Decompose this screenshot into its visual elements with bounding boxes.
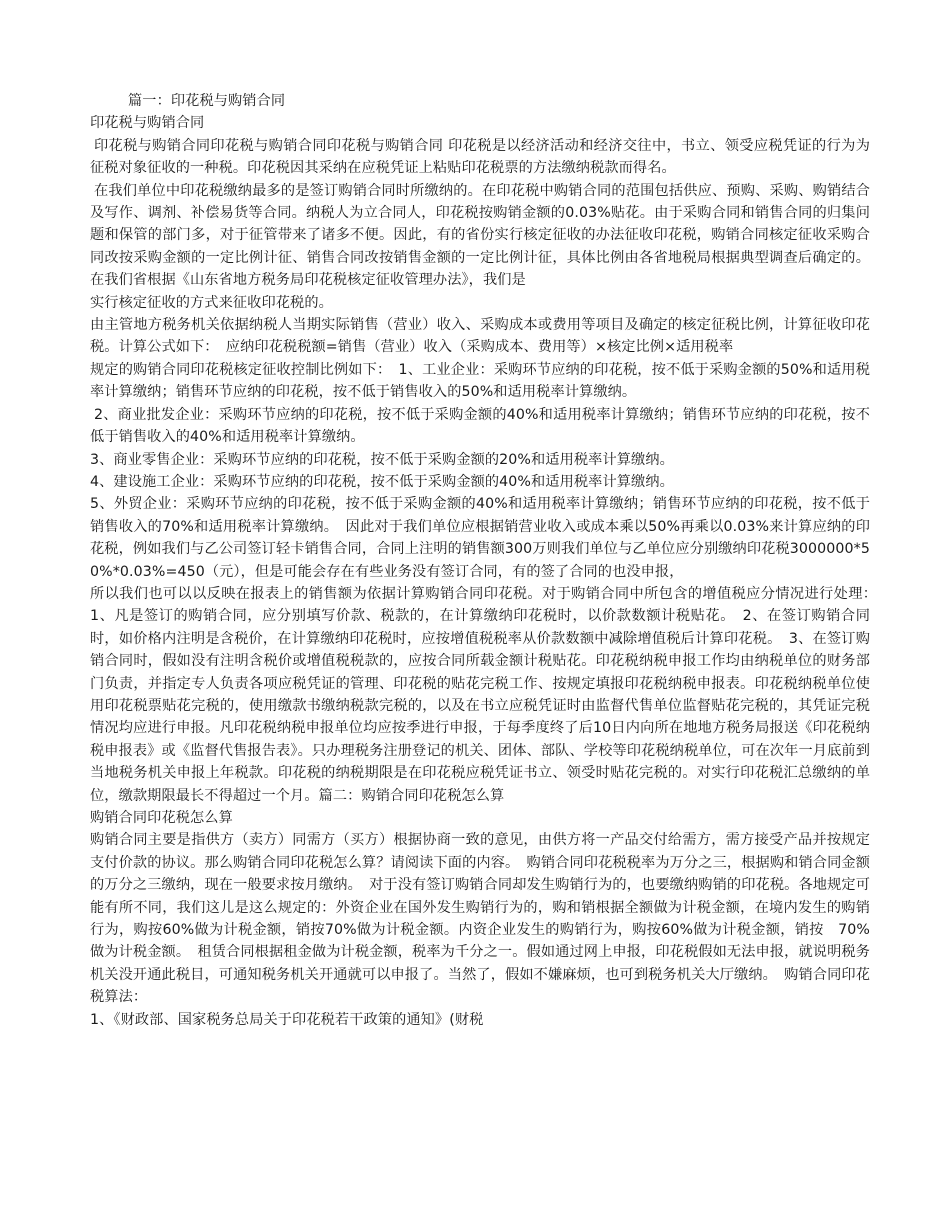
paragraph-rule-5: 5、外贸企业：采购环节应纳的印花税，按不低于采购金额的40%和适用税率计算缴纳；销售环节应纳的印花税，按不低于销售收入的70%和适用税率计算缴纳。 因此对于我们单位应根据销营业收入或成本乘以50%再乘以0.03%来计算应纳的印花税，例如我们与乙公司签订轻卡销售合同，合同上注明的销售额300万则我们单位与乙单位应分别缴纳印花税3000000*50%*0.03%=450（元），但是可能会存在有些业务没有签订合同，有的签了合同的也没申报， <box>90 496 870 580</box>
paragraph-vat-handling: 所以我们也可以以反映在报表上的销售额为依据计算购销合同印花税。对于购销合同中所包含的增值税应分情况进行处理： 1、凡是签订的购销合同，应分别填写价款、税款的，在计算缴纳印花税时，以价款数额计税贴花。 2、在签订购销合同时，如价格内注明是含税价，在计算缴纳印花税时，应按增值税税率从价款数额中减除增值税后计算印花税。 3、在签订购销合同时，假如没有注明含税价或增值税税款的，应按合同所载金额计税贴花。印花税纳税申报工作均由纳税单位的财务部门负责，并指定专人负责各项应税凭证的管理、印花税的贴花完税工作、按规定填报印花税纳税申报表。印花税纳税单位使用印花税票贴花完税的，使用缴款书缴纳税款完税的，以及在书立应税凭证时由监督代售单位监督贴花完税的，其凭证完税情况均应进行申报。凡印花税纳税申报单位均应按季进行申报，于每季度终了后10日内向所在地地方税务局报送《印花税纳税申报表》或《监督代售报告表》。只办理税务注册登记的机关、团体、部队、学校等印花税纳税单位，可在次年一月底前到当地税务机关申报上年税款。印花税的纳税期限是在印花税应税凭证书立、领受时贴花完税的。对实行印花税汇总缴纳的单位，缴款期限最长不得超过一个月。篇二：购销合同印花税怎么算 <box>90 585 885 804</box>
paragraph-rule-2: 2、商业批发企业：采购环节应纳的印花税，按不低于采购金额的40%和适用税率计算缴纳；销售环节应纳的印花税，按不低于销售收入的40%和适用税率计算缴纳。 <box>90 406 870 446</box>
document-page <box>90 90 885 1031</box>
title-1: 印花税与购销合同 <box>90 115 205 132</box>
paragraph-ratio-rules: 规定的购销合同印花税核定征收控制比例如下： 1、工业企业：采购环节应纳的印花税，按不低于采购金额的50%和适用税率计算缴纳；销售环节应纳的印花税，按不低于销售收入的50%和适用税率计算缴纳。 <box>90 361 870 401</box>
paragraph-contract-definition: 购销合同主要是指供方（卖方）同需方（买方）根据协商一致的意见，由供方将一产品交付给需方，需方接受产品并按规定支付价款的协议。那么购销合同印花税怎么算？请阅读下面的内容。 购销合同印花税税率为万分之三，根据购和销合同金额的万分之三缴纳，现在一般要求按月缴纳。 对于没有签订购销合同却发生购销行为的，也要缴纳购销的印花税。各地规定可能有所不同，我们这儿是这么规定的：外资企业在国外发生购销行为的，购和销根据全额做为计税金额，在境内发生的购销行为，购按60%做为计税金额，销按70%做为计税金额。内资企业发生的购销行为，购按60%做为计税金额，销按 70%做为计税金额。 租赁合同根据租金做为计税金额，税率为千分之一。假如通过网上申报，印花税假如无法申报，就说明税务机关没开通此税目，可通知税务机关开通就可以申报了。当然了，假如不嫌麻烦，也可到税务机关大厅缴纳。 购销合同印花税算法： <box>90 832 870 1006</box>
paragraph-method: 实行核定征收的方式来征收印花税的。 <box>90 294 333 311</box>
paragraph-rule-4: 4、建设施工企业：采购环节应纳的印花税，按不低于采购金额的40%和适用税率计算缴纳。 <box>90 473 674 490</box>
paragraph-intro: 印花税与购销合同印花税与购销合同印花税与购销合同 印花税是以经济活动和经济交往中，书立、领受应税凭证的行为为征税对象征收的一种税。印花税因其采纳在应税凭证上粘贴印花税票的方法缴纳税款而得名。 <box>90 137 870 177</box>
title-2: 购销合同印花税怎么算 <box>90 810 233 826</box>
paragraph-calculation-start: 1、《财政部、国家税务总局关于印花税若干政策的通知》(财税 <box>90 1011 484 1028</box>
paragraph-scope: 在我们单位中印花税缴纳最多的是签订购销合同时所缴纳的。在印花税中购销合同的范围包括供应、预购、采购、购销结合及写作、调剂、补偿易货等合同。纳税人为立合同人，印花税按购销金额的0.03%贴花。由于采购合同和销售合同的归集问题和保管的部门多，对于征管带来了诸多不便。因此，有的省份实行核定征收的办法征收印花税，购销合同核定征收采购合同改按采购金额的一定比例计征、销售合同改按销售金额的一定比例计征，具体比例由各省地税局根据典型调查后确定的。在我们省根据《山东省地方税务局印花税核定征收管理办法》，我们是 <box>90 182 870 289</box>
paragraph-rule-3: 3、商业零售企业：采购环节应纳的印花税，按不低于采购金额的20%和适用税率计算缴纳。 <box>90 451 674 468</box>
section-heading-1: 篇一：印花税与购销合同 <box>128 93 286 109</box>
paragraph-formula: 由主管地方税务机关依据纳税人当期实际销售（营业）收入、采购成本或费用等项目及确定的核定征税比例，计算征收印花税。计算公式如下： 应纳印花税税额=销售（营业）收入（采购成本、费用等）×核定比例×适用税率 <box>90 317 870 356</box>
